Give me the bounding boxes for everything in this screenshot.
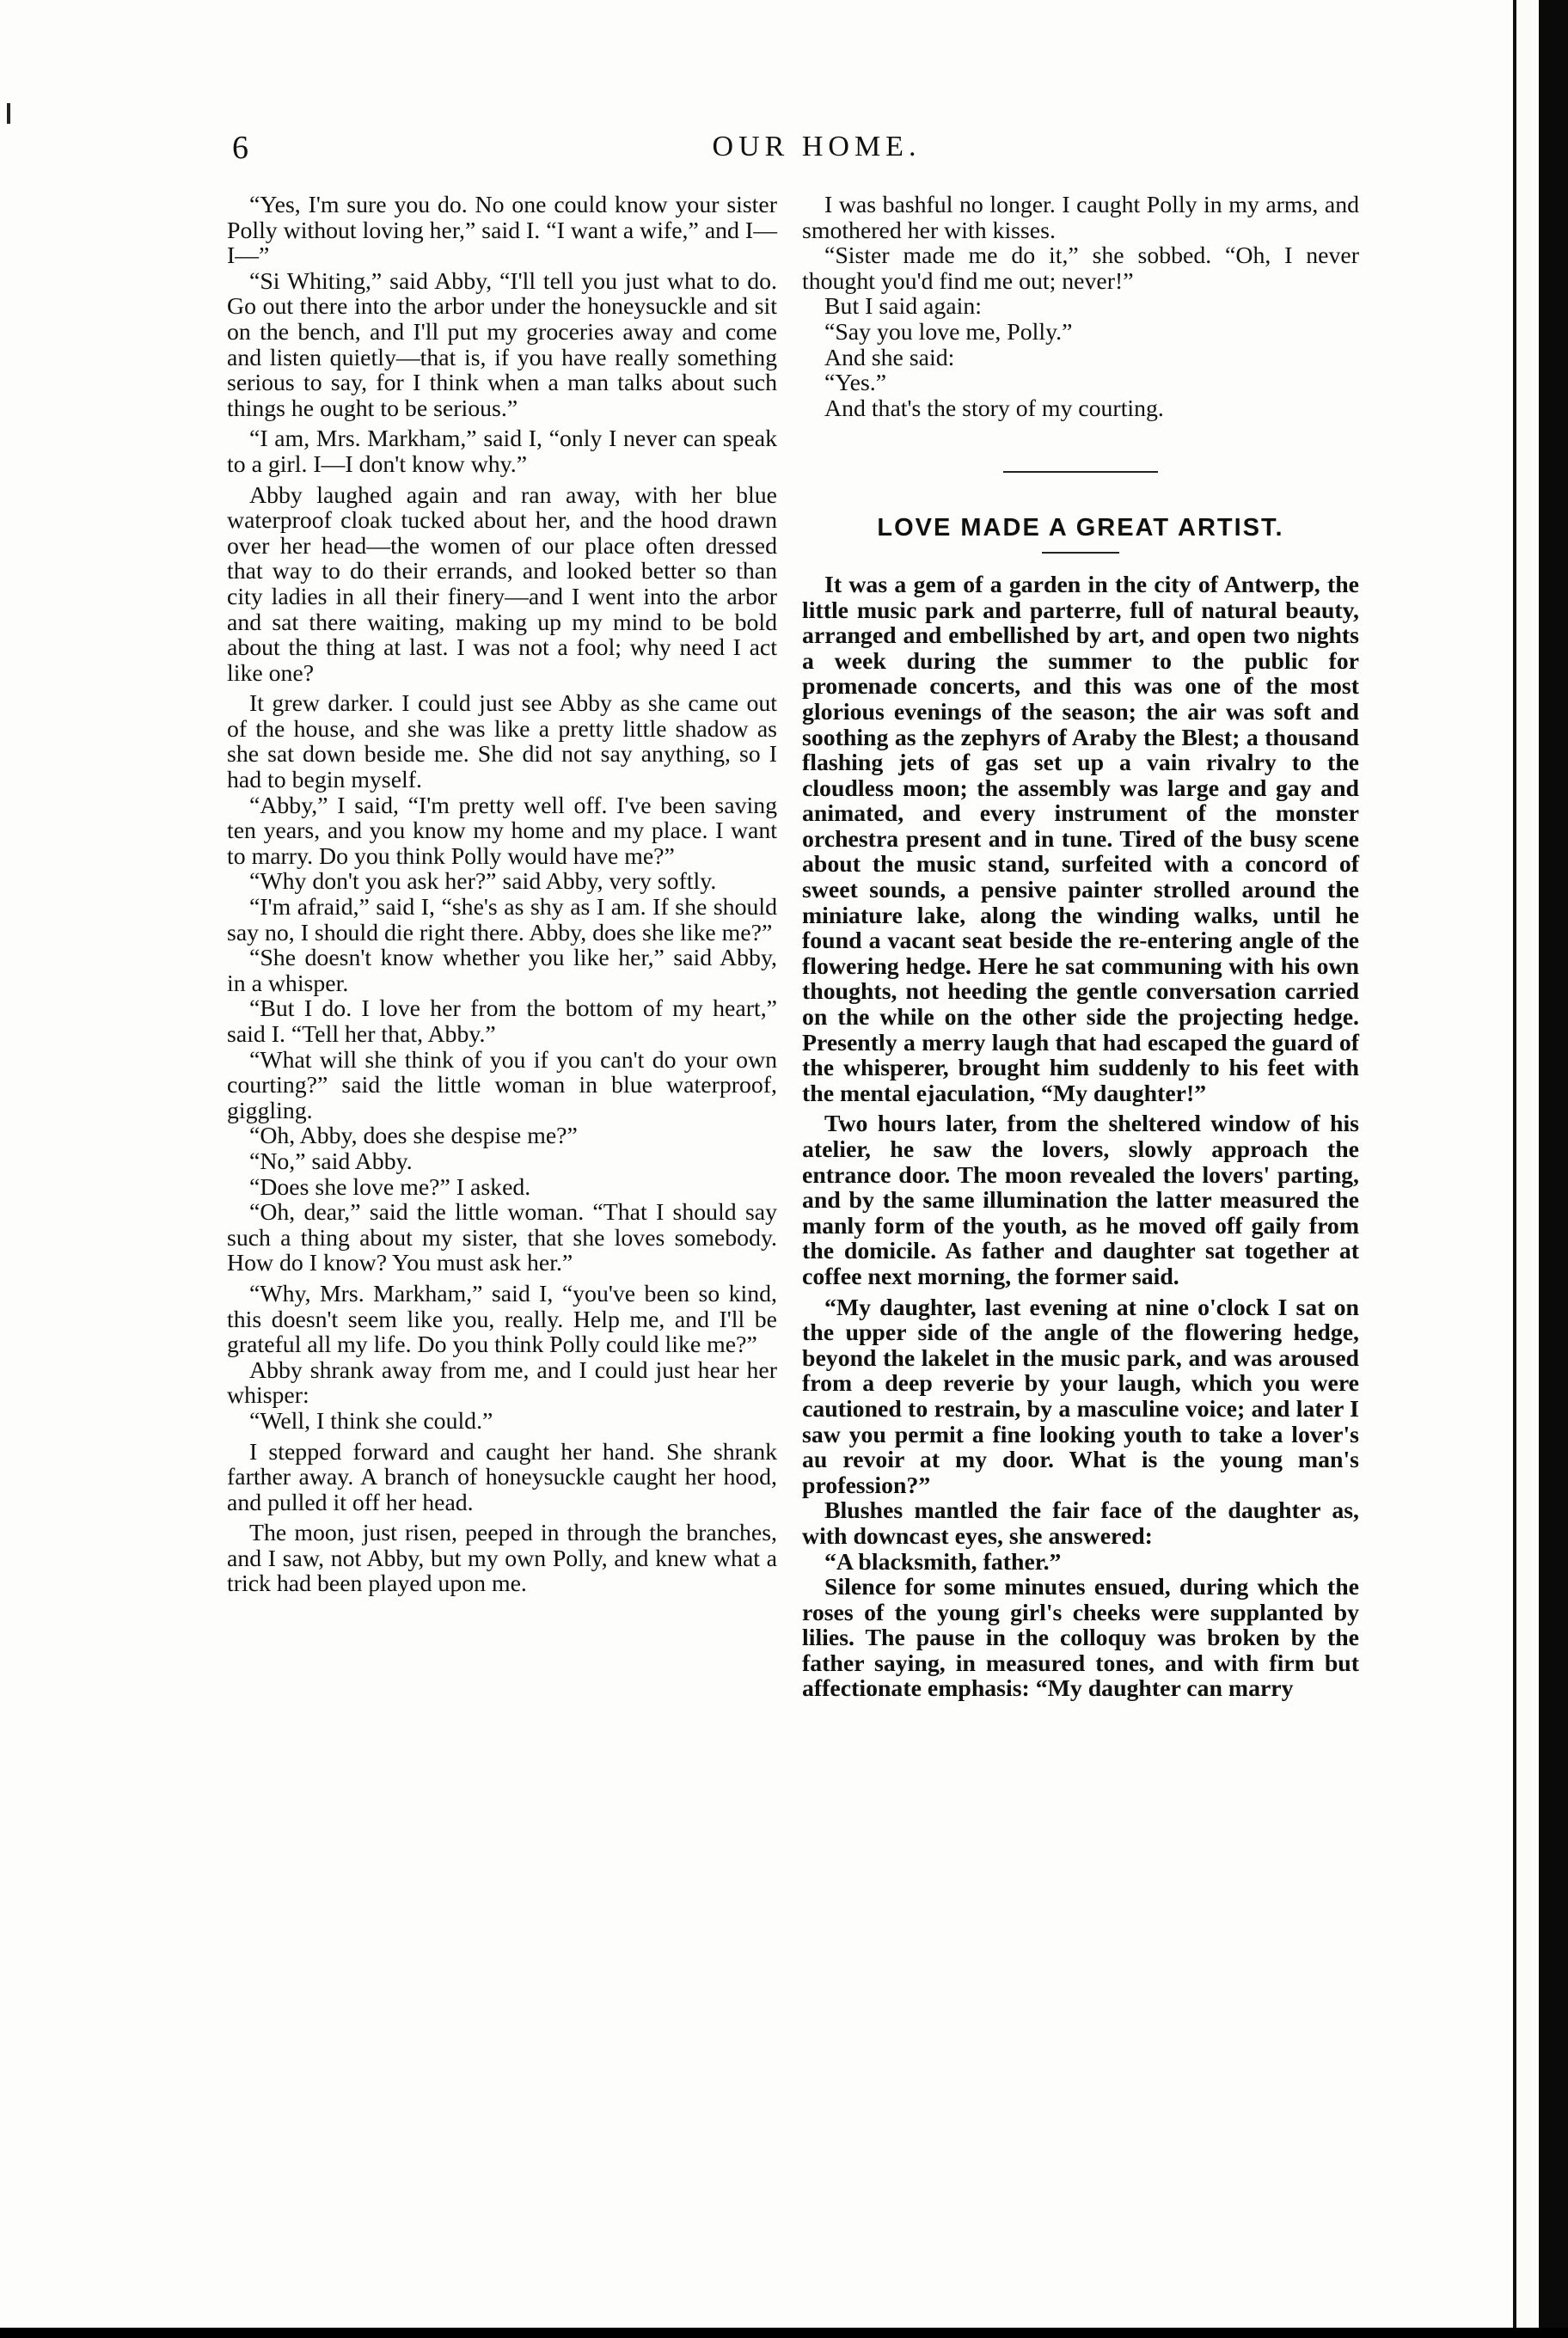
story-paragraph: I was bashful no longer. I caught Polly in my arms, and smothered her with kisses. (802, 192, 1359, 244)
scan-border-bottom (0, 2328, 1568, 2338)
story-paragraph: “Sister made me do it,” she sobbed. “Oh, I never thought you'd find me out; never!” (802, 242, 1359, 295)
right-column (802, 193, 1359, 1702)
article-paragraph: Two hours later, from the sheltered window of his atelier, he saw the lovers, slowly approach the entrance door. The moon revealed the lovers' parting, and by the same illumination the latter measured the manly form of the youth, as he moved off gaily from the domicile. As father and daughter sat together at coffee next morning, the former said. (802, 1111, 1359, 1290)
left-column (227, 193, 777, 1597)
article-paragraph: Silence for some minutes ensued, during which the roses of the young girl's cheeks were supplanted by lilies. The pause in the colloquy was broken by the father saying, in measured tones, and with firm but affectionate emphasis: “My daughter can marry (802, 1574, 1359, 1703)
story-paragraph: “Yes.” (824, 370, 887, 397)
story-paragraph: “No,” said Abby. (249, 1148, 413, 1175)
story-paragraph: “Well, I think she could.” (249, 1407, 493, 1435)
story-paragraph: “Why don't you ask her?” said Abby, very softly. (249, 868, 717, 896)
story-paragraph: And she said: (824, 344, 955, 371)
story-paragraph: Abby laughed again and ran away, with her blue waterproof cloak tucked about her, and the hood drawn over her head—the women of our place often dressed that way to do their errands, and looked better so than city ladies in all their finery—and I went into the arbor and sat there waiting, making up my mind to be bold about the thing at last. I was not a fool; why need I act like one? (227, 481, 777, 687)
page-number: 6 (232, 130, 248, 166)
story-paragraph: “Why, Mrs. Markham,” said I, “you've been so kind, this doesn't seem like you, really. Help me, and I'll be grateful all my life. Do you think Polly could like me?” (227, 1280, 777, 1359)
running-title: OUR HOME. (712, 131, 922, 162)
story-paragraph: “Abby,” I said, “I'm pretty well off. I've been saving ten years, and you know my home and my place. I want to marry. Do you think Polly would have me?” (227, 792, 777, 870)
story-paragraph: It grew darker. I could just see Abby as she came out of the house, and she was like a pretty little shadow as she sat down beside me. She did not say anything, so I had to begin myself. (227, 690, 777, 794)
story-paragraph: “I am, Mrs. Markham,” said I, “only I never can speak to a girl. I—I don't know why.” (227, 425, 777, 478)
story-paragraph: “Oh, dear,” said the little woman. “That I should say such a thing about my sister, that she loves somebody. How do I know? You must ask her.” (227, 1199, 777, 1277)
title-underline (1042, 552, 1119, 554)
article-paragraph: It was a gem of a garden in the city of Antwerp, the little music park and parterre, full of natural beauty, arranged and embellished by art, and open two nights a week during the summer to the public for promenade concerts, and this was one of the most glorious evenings of the season; the air was soft and soothing as the zephyrs of Araby the Blest; a thousand flashing jets of gas set up a vain rivalry to the cloudless moon; the assembly was large and gay and animated, and every instrument of the monster orchestra present and in tune. Tired of the busy scene about the music stand, surfeited with a concord of sweet sounds, a pensive painter strolled around the miniature lake, along the winding walks, until he found a vacant seat beside the re-entering angle of the flowering hedge. Here he sat communing with his own thoughts, not heeding the gentle conversation carried on the while on the other side the projecting hedge. Presently a merry laugh that had escaped the guard of the whisperer, brought him suddenly to his feet with the mental ejaculation, “My daughter!” (802, 571, 1359, 1107)
margin-mark (7, 103, 10, 124)
story-paragraph: “Oh, Abby, does she despise me?” (249, 1123, 578, 1150)
story-paragraph: Abby shrank away from me, and I could just hear her whisper: (227, 1356, 777, 1410)
story-paragraph: And that's the story of my courting. (824, 395, 1164, 422)
adjacent-page-edge (1513, 0, 1542, 2328)
story-paragraph: “Yes, I'm sure you do. No one could know your sister Polly without loving her,” said I. “I want a wife,” and I—I—” (227, 192, 777, 270)
story-paragraph: “What will she think of you if you can't do your own courting?” said the little woman in blue waterproof, giggling. (227, 1046, 777, 1124)
article-paragraph: Blushes mantled the fair face of the daughter as, with downcast eyes, she answered: (802, 1497, 1359, 1550)
story-paragraph: The moon, just risen, peeped in through the branches, and I saw, not Abby, but my own Polly, and knew what a trick had been played upon me. (227, 1520, 777, 1598)
scan-border-right (1539, 0, 1568, 2328)
story-paragraph: I stepped forward and caught her hand. She shrank farther away. A branch of honeysuckle caught her hood, and pulled it off her head. (227, 1438, 777, 1516)
section-divider (1003, 471, 1158, 473)
article-paragraph: “My daughter, last evening at nine o'clock I sat on the upper side of the angle of the flowering hedge, beyond the lakelet in the music park, and was aroused from a deep reverie by your laugh, which you were cautioned to restrain, by a masculine voice; and later I saw you permit a fine looking youth to take a lover's au revoir at my door. What is the young man's profession?” (802, 1294, 1359, 1499)
article-title: LOVE MADE A GREAT ARTIST. (877, 514, 1284, 542)
story-paragraph: “Does she love me?” I asked. (249, 1173, 531, 1201)
story-paragraph: “But I do. I love her from the bottom of my heart,” said I. “Tell her that, Abby.” (227, 995, 777, 1048)
story-paragraph: “She doesn't know whether you like her,” said Abby, in a whisper. (227, 945, 777, 997)
story-paragraph: “I'm afraid,” said I, “she's as shy as I am. If she should say no, I should die right there. Abby, does she like me?” (227, 894, 777, 946)
story-paragraph: “Si Whiting,” said Abby, “I'll tell you just what to do. Go out there into the arbor under the honeysuckle and sit on the bench, and I'll put my groceries away and come and listen quietly—that is, if you have really something serious to say, for I think when a man talks about such things he ought to be serious.” (227, 267, 777, 422)
article-paragraph: “A blacksmith, father.” (824, 1548, 1062, 1576)
story-paragraph: “Say you love me, Polly.” (824, 318, 1073, 346)
story-paragraph: But I said again: (824, 293, 982, 321)
